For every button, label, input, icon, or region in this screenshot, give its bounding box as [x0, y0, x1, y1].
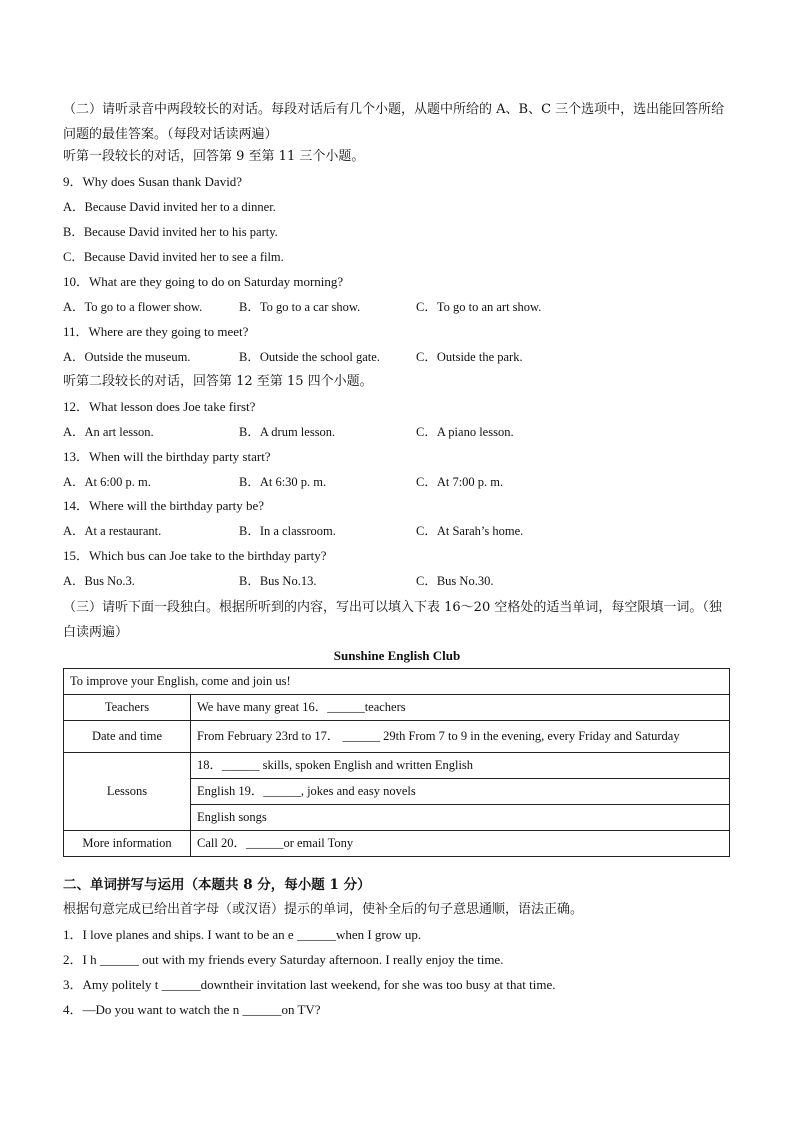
table-row [64, 695, 730, 721]
row-content-date-time: From February 23rd to 17． ______ 29th From 7 to 9 in the evening, every Friday and Saturday [191, 721, 730, 753]
q15-option-a: A．Bus No.3. [63, 574, 135, 588]
dialog2-intro: 听第二段较长的对话，回答第 12 至第 15 四个小题。 [63, 374, 373, 389]
lesson-item-1: 18．______ skills, spoken English and written English [191, 753, 730, 779]
table-row [64, 721, 730, 753]
row-label-lessons: Lessons [64, 753, 191, 831]
q9-option-a: A．Because David invited her to a dinner. [63, 200, 276, 214]
q14-option-b: B．In a classroom. [239, 524, 336, 538]
q14-option-a: A．At a restaurant. [63, 524, 162, 538]
spelling-item-3: 3．Amy politely t ______downtheir invitation last weekend, for she was too busy at that time. [63, 977, 556, 992]
question-12: 12．What lesson does Joe take first? [63, 399, 256, 414]
lesson-item-3: English songs [191, 805, 730, 831]
table-row [64, 669, 730, 695]
table-title: Sunshine English Club [333, 648, 461, 663]
q13-option-b: B．At 6:30 p. m. [239, 475, 327, 489]
question-13: 13．When will the birthday party start? [63, 449, 271, 464]
q10-option-c: C．To go to an art show. [416, 300, 542, 314]
question-10: 10．What are they going to do on Saturday morning? [63, 274, 344, 289]
q10-option-b: B．To go to a car show. [239, 300, 361, 314]
q12-option-c: C．A piano lesson. [416, 425, 514, 439]
row-label-teachers: Teachers [64, 695, 191, 721]
part2-instruction: 根据句意完成已给出首字母（或汉语）提示的单词，使补全后的句子意思通顺，语法正确。 [63, 902, 584, 917]
q15-option-b: B．Bus No.13. [239, 574, 317, 588]
spelling-item-1: 1．I love planes and ships. I want to be an e ______when I grow up. [63, 927, 422, 942]
table-row [64, 831, 730, 857]
q9-option-b: B．Because David invited her to his party. [63, 225, 278, 239]
lesson-item-2: English 19．______, jokes and easy novels [191, 779, 730, 805]
table-row [64, 753, 730, 779]
q10-option-a: A．To go to a flower show. [63, 300, 203, 314]
table-header-cell: To improve your English, come and join us! [64, 669, 730, 695]
q14-option-c: C．At Sarah’s home. [416, 524, 524, 538]
q11-option-a: A．Outside the museum. [63, 350, 191, 364]
q11-option-c: C．Outside the park. [416, 350, 523, 364]
section-intro-listening-dialogs: （二）请听录音中两段较长的对话。每段对话后有几个小题，从题中所给的 A、B、C 三个选项中，选出能回答所给问题的最佳答案。（每段对话读两遍） [63, 102, 725, 142]
row-content-more-info: Call 20．______or email Tony [191, 831, 730, 857]
question-15: 15．Which bus can Joe take to the birthday party? [63, 548, 327, 563]
spelling-item-2: 2．I h ______ out with my friends every Saturday afternoon. I really enjoy the time. [63, 952, 504, 967]
question-11: 11．Where are they going to meet? [63, 324, 249, 339]
q12-option-b: B．A drum lesson. [239, 425, 336, 439]
q13-option-a: A．At 6:00 p. m. [63, 475, 151, 489]
row-label-more-info: More information [64, 831, 191, 857]
question-14: 14．Where will the birthday party be? [63, 498, 265, 513]
monologue-intro: （三）请听下面一段独白。根据所听到的内容，写出可以填入下表 16～20 空格处的适当单词，每空限填一词。（独白读两遍） [63, 600, 722, 640]
q9-option-c: C．Because David invited her to see a film. [63, 250, 284, 264]
spelling-item-4: 4．—Do you want to watch the n ______on TV? [63, 1002, 321, 1017]
part2-heading: 二、单词拼写与运用（本题共 8 分，每小题 1 分） [63, 877, 371, 893]
q11-option-b: B．Outside the school gate. [239, 350, 380, 364]
q12-option-a: A．An art lesson. [63, 425, 154, 439]
q13-option-c: C．At 7:00 p. m. [416, 475, 504, 489]
club-info-table [63, 668, 730, 857]
row-label-date-time: Date and time [64, 721, 191, 753]
row-content-teachers: We have many great 16．______teachers [191, 695, 730, 721]
question-9: 9．Why does Susan thank David? [63, 174, 243, 189]
q15-option-c: C．Bus No.30. [416, 574, 494, 588]
dialog1-intro: 听第一段较长的对话，回答第 9 至第 11 三个小题。 [63, 149, 365, 164]
